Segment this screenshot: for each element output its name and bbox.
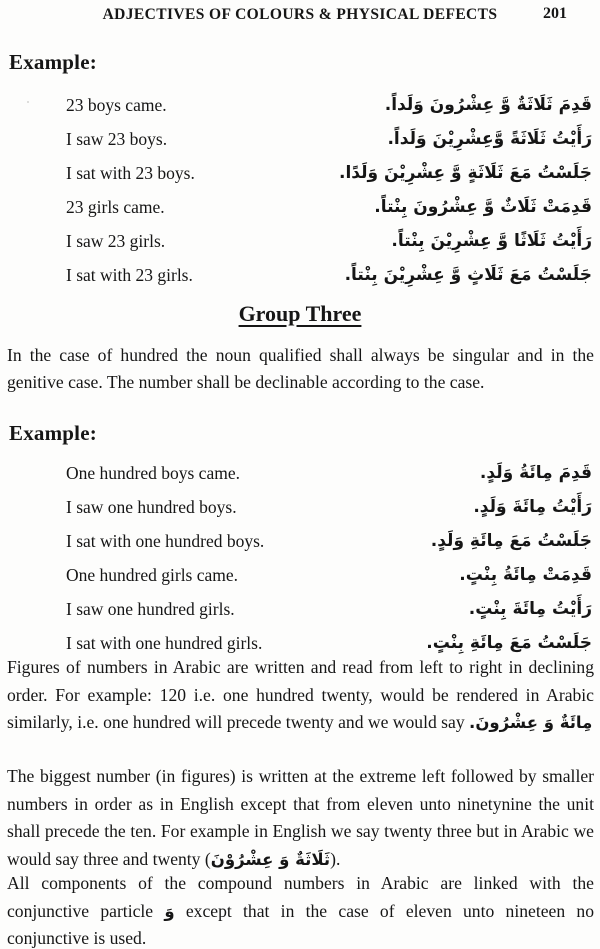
- example-row: [0, 558, 600, 592]
- example-english: 23 boys came.: [66, 94, 167, 115]
- example-row: [0, 490, 600, 524]
- example-arabic: رَأَيْتُ مِائَةَ وَلَدٍ.: [473, 497, 592, 517]
- example1-rows: [0, 88, 600, 292]
- page-number: 201: [543, 5, 567, 22]
- example-arabic: جَلَسْتُ مَعَ ثَلَاثَةٍ وَّ عِشْرِيْنَ وَلَدًا.: [339, 163, 592, 183]
- paragraph-text: except that in the case of eleven unto nineteen no conjunctive is used.: [7, 900, 594, 949]
- example-english: One hundred boys came.: [66, 462, 240, 483]
- example-row: [0, 456, 600, 490]
- inline-arabic-phrase: مِائَةٌ وَ عِشْرُونَ.: [469, 713, 593, 733]
- example-english: I sat with 23 girls.: [66, 264, 193, 285]
- example-arabic: قَدِمَتْ ثَلَاثٌ وَّ عِشْرُونَ بِنْتاً.: [374, 197, 592, 217]
- paragraph-text: Figures of numbers in Arabic are written and read from left to right in declining order. For example: 120 i.e. one hundred twenty, would be rendered in Arabic similarly, i.e. one hundred will precede twenty and we would say: [7, 657, 594, 733]
- example-english: I saw 23 boys.: [66, 128, 168, 149]
- example-row: [0, 156, 600, 190]
- example-arabic: قَدِمَ مِائَةُ وَلَدٍ.: [479, 463, 592, 483]
- example-arabic: جَلَسْتُ مَعَ مِائَةِ وَلَدٍ.: [430, 531, 592, 551]
- example-english: I sat with one hundred girls.: [66, 632, 263, 653]
- group-intro-paragraph: In the case of hundred the noun qualified shall always be singular and in the genitive case. The number shall be declinable according to the case.: [7, 345, 594, 392]
- biggest-number-paragraph: [7, 763, 594, 874]
- figures-paragraph: [7, 654, 594, 737]
- example-arabic: قَدِمَتْ مِائَةُ بِنْتٍ.: [459, 565, 592, 585]
- example-arabic: رَأَيْتُ مِائَةَ بِنْتٍ.: [468, 599, 592, 619]
- inline-arabic-particle: وَ: [164, 901, 175, 921]
- example-row: [0, 190, 600, 224]
- inline-arabic-phrase: ثَلَاثَةٌ وَ عِشْرُوْنَ: [210, 850, 331, 870]
- example1-heading: Example:: [9, 50, 97, 74]
- example-row: [0, 224, 600, 258]
- example-row: [0, 88, 600, 122]
- paragraph-text: The biggest number (in figures) is written at the extreme left followed by smaller numbers in order as in English except that from eleven unto ninetynine the unit shall precede the ten. For example in English we say twenty three but in Arabic we would say three and twenty (: [7, 766, 594, 870]
- example-arabic: جَلَسْتُ مَعَ ثَلَاثٍ وَّ عِشْرِيْنَ بِنْتاً.: [344, 265, 592, 285]
- example-english: I sat with 23 boys.: [66, 162, 195, 183]
- example-english: I saw one hundred girls.: [66, 598, 235, 619]
- example-english: I sat with one hundred boys.: [66, 530, 265, 551]
- example-english: I saw one hundred boys.: [66, 496, 237, 517]
- example2-rows: [0, 456, 600, 660]
- example-arabic: قَدِمَ ثَلَاثَةٌ وَّ عِشْرُونَ وَلَداً.: [384, 95, 592, 115]
- paragraph-text: All components of the compound numbers in Arabic are linked with the conjunctive particle: [7, 873, 594, 921]
- example-row: [0, 592, 600, 626]
- conjunctive-paragraph: [7, 870, 594, 949]
- example-arabic: رَأَيْتُ ثَلَاثًا وَّ عِشْرِيْنَ بِنْتاً.: [391, 231, 592, 251]
- group-three-heading: Group Three: [238, 301, 362, 326]
- example-english: One hundred girls came.: [66, 564, 239, 585]
- example-english: 23 girls came.: [66, 196, 165, 217]
- example-row: [0, 258, 600, 292]
- example-row: [0, 524, 600, 558]
- example-arabic: رَأَيْتُ ثَلَاثَةً وَّعِشْرِيْنَ وَلَداً.: [387, 129, 592, 149]
- example-english: I saw 23 girls.: [66, 230, 166, 251]
- example2-heading: Example:: [9, 421, 97, 445]
- paragraph-text: ).: [330, 849, 341, 870]
- example-arabic: جَلَسْتُ مَعَ مِائَةِ بِنْتٍ.: [426, 633, 592, 653]
- running-header: ADJECTIVES OF COLOURS & PHYSICAL DEFECTS: [102, 6, 498, 23]
- example-row: [0, 122, 600, 156]
